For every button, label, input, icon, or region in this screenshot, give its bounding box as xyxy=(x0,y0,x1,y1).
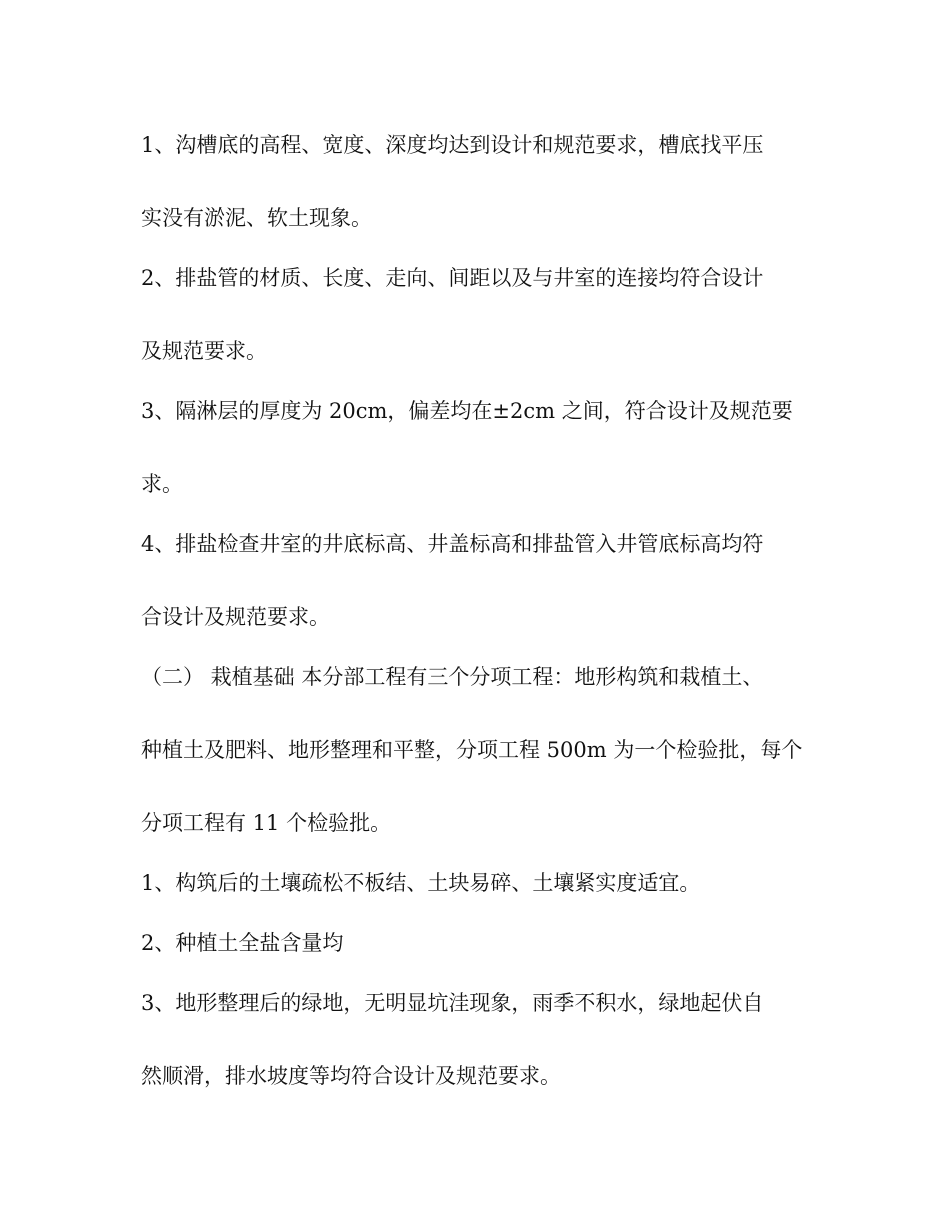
text-line-1: 1、沟槽底的高程、宽度、深度均达到设计和规范要求，槽底找平压 xyxy=(141,133,764,157)
text-line-3: 2、排盐管的材质、长度、走向、间距以及与井室的连接均符合设计 xyxy=(141,266,764,290)
text-line-7: 4、排盐检查井室的井底标高、井盖标高和排盐管入井管底标高均符 xyxy=(141,532,764,556)
text-line-9: （二） 栽植基础 本分部工程有三个分项工程：地形构筑和栽植土、 xyxy=(141,665,764,689)
text-line-6: 求。 xyxy=(141,472,183,496)
text-line-11: 分项工程有 11 个检验批。 xyxy=(141,811,392,835)
text-line-8: 合设计及规范要求。 xyxy=(141,605,330,629)
text-line-13: 2、种植土全盐含量均 xyxy=(141,931,344,955)
text-line-10: 种植土及肥料、地形整理和平整，分项工程 500m 为一个检验批，每个 xyxy=(141,738,803,762)
text-line-12: 1、构筑后的土壤疏松不板结、土块易碎、土壤紧实度适宜。 xyxy=(141,871,701,895)
text-line-4: 及规范要求。 xyxy=(141,339,267,363)
text-line-2: 实没有淤泥、软土现象。 xyxy=(141,206,372,230)
text-line-5: 3、隔淋层的厚度为 20cm，偏差均在±2cm 之间，符合设计及规范要 xyxy=(141,399,793,423)
text-line-15: 然顺滑，排水坡度等均符合设计及规范要求。 xyxy=(141,1064,561,1088)
text-line-14: 3、地形整理后的绿地，无明显坑洼现象，雨季不积水，绿地起伏自 xyxy=(141,991,764,1015)
